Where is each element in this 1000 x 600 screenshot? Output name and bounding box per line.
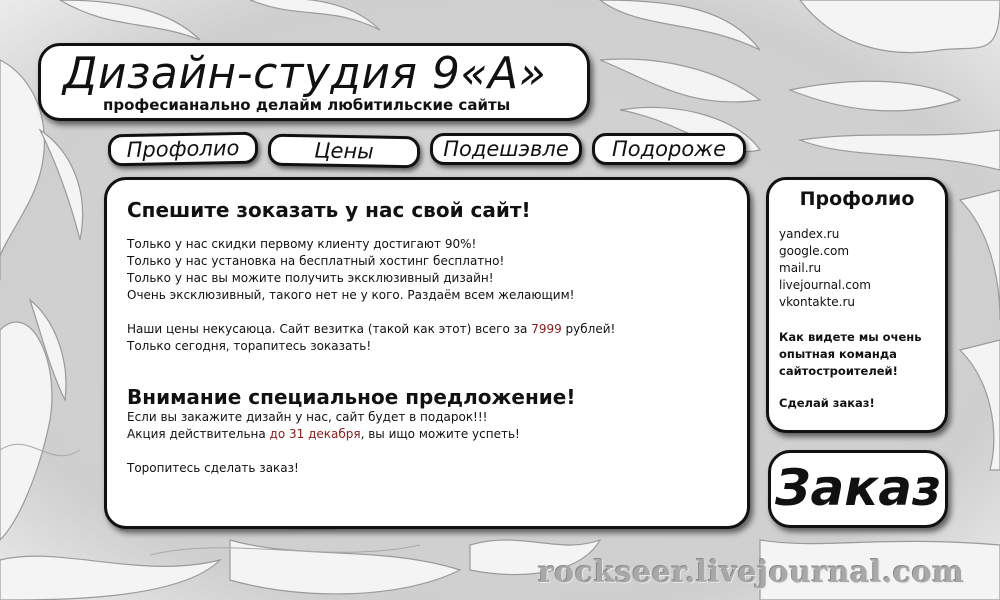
price-line-suffix: рублей! <box>561 322 616 336</box>
closing-line: Торопитесь сделать заказ! <box>127 461 299 475</box>
order-button[interactable]: Заказ <box>768 450 948 528</box>
portfolio-link-vkontakte[interactable]: vkontakte.ru <box>779 295 856 309</box>
benefit-line: Очень эксклюзивный, такого нет не у кого. Раздаём всем желающим! <box>127 288 575 302</box>
price-line-prefix: Наши цены некусаюца. Сайт везитка (такой как этот) всего за <box>127 322 532 336</box>
watermark: rockseer.livejournal.com <box>538 555 965 590</box>
price-line-2: Только сегодня, торапитесь зоказать! <box>127 339 372 353</box>
site-title: Дизайн-студия 9«А» <box>63 48 547 99</box>
main-headline: Спешите зоказать у нас свой сайт! <box>127 198 531 222</box>
main-content-panel <box>104 177 750 529</box>
offer-line-2-suffix: , вы ищо можите успеть! <box>360 427 520 441</box>
portfolio-link-livejournal[interactable]: livejournal.com <box>779 278 871 292</box>
benefit-line: Только у нас скидки первому клиенту достигают 90%! <box>127 237 477 251</box>
price-line <box>127 321 729 338</box>
offer-line-2-prefix: Акция действительна <box>127 427 270 441</box>
special-offer-headline: Внимание специальное предложение! <box>127 385 576 409</box>
sidebar-note: Как видете мы очень опытная команда сайтостроителей! <box>779 330 922 378</box>
price-value: 7999 <box>531 322 562 336</box>
offer-line-1: Если вы закажите дизайн у нас, сайт будет в подарок!!! <box>127 410 488 424</box>
sidebar-panel <box>766 177 948 433</box>
tab-cheaper[interactable]: Подешэвле <box>430 133 582 165</box>
pricing-paragraph <box>127 321 729 355</box>
tab-portfolio[interactable]: Профолио <box>108 132 259 167</box>
portfolio-link-yandex[interactable]: yandex.ru <box>779 227 840 241</box>
offer-deadline: до 31 декабря <box>269 427 361 441</box>
portfolio-list <box>779 226 935 311</box>
portfolio-link-mail[interactable]: mail.ru <box>779 261 822 275</box>
portfolio-link-google[interactable]: google.com <box>779 244 850 258</box>
site-tagline: професианально делайм любитильские сайты <box>103 96 511 114</box>
sidebar-cta: Сделай заказ! <box>779 396 875 410</box>
benefit-line: Только у нас установка на бесплатный хостинг бесплатно! <box>127 254 505 268</box>
sidebar-title: Профолио <box>799 188 915 210</box>
header-panel <box>38 43 590 121</box>
tab-expensive[interactable]: Подороже <box>592 133 746 165</box>
tab-prices[interactable]: Цены <box>268 134 421 169</box>
offer-line-2 <box>127 426 729 443</box>
benefits-paragraph <box>127 236 729 304</box>
benefit-line: Только у нас вы можите получить эксклюзивный дизайн! <box>127 271 494 285</box>
offer-paragraph <box>127 409 729 443</box>
